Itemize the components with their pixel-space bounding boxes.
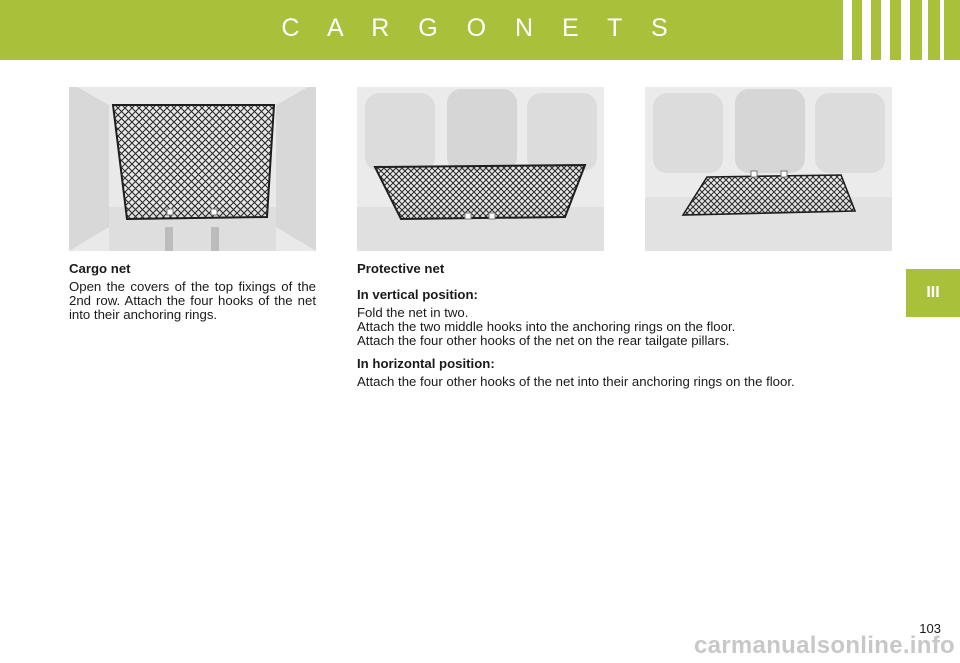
header-stripe bbox=[843, 0, 852, 60]
watermark: carmanualsonline.info bbox=[693, 632, 955, 659]
body-text: Open the covers of the top fixings of the 2nd row. Attach the four hooks of the net into their anchoring rings. bbox=[69, 279, 316, 322]
page-number: 103 bbox=[919, 621, 941, 636]
body-text: Attach the four other hooks of the net into their anchoring rings on the floor. bbox=[357, 374, 795, 389]
body-text: Fold the net in two. bbox=[357, 305, 469, 320]
protective-net-section bbox=[357, 262, 892, 389]
header-band bbox=[0, 0, 960, 60]
subheading: In vertical position: bbox=[357, 287, 478, 302]
section-heading: Protective net bbox=[357, 261, 445, 276]
cargo-net-vertical-illustration bbox=[69, 87, 316, 251]
protective-net-vertical-illustration bbox=[357, 87, 604, 251]
cargo-net-section bbox=[69, 262, 316, 322]
subheading: In horizontal position: bbox=[357, 356, 495, 371]
chapter-tab[interactable]: III bbox=[906, 269, 960, 317]
header-stripe bbox=[922, 0, 928, 60]
body-text: Attach the four other hooks of the net on the rear tailgate pillars. bbox=[357, 333, 730, 348]
page-title: C A R G O N E T S bbox=[281, 14, 679, 42]
header-stripe bbox=[901, 0, 910, 60]
body-text: Attach the two middle hooks into the anchoring rings on the floor. bbox=[357, 319, 736, 334]
section-heading: Cargo net bbox=[69, 261, 131, 276]
header-stripe bbox=[940, 0, 944, 60]
header-stripe bbox=[881, 0, 890, 60]
header-stripe bbox=[862, 0, 871, 60]
protective-net-horizontal-illustration bbox=[645, 87, 892, 251]
